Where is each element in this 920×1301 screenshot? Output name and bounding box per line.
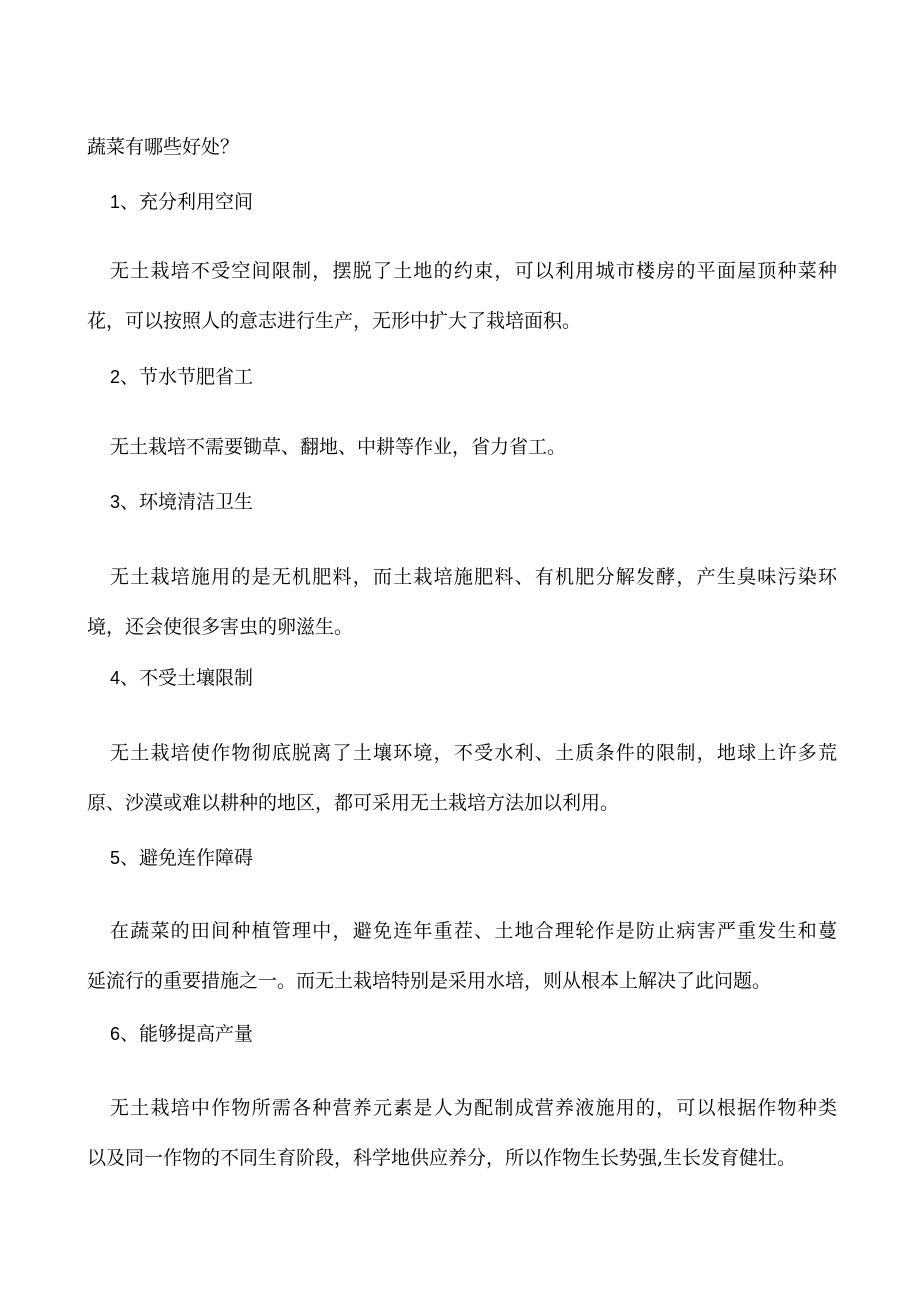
section-number: 3 (110, 492, 121, 512)
section-number: 5 (110, 848, 121, 868)
section-heading-4 (110, 665, 253, 691)
paragraph-line: 花，可以按照人的意志进行生产，无形中扩大了栽培面积。 (87, 310, 582, 332)
intro-line: 蔬菜有哪些好处？ (87, 136, 240, 158)
section-heading-3 (110, 489, 253, 515)
section-number: 6 (110, 1024, 121, 1044)
paragraph-line: 在蔬菜的田间种植管理中，避免连年重茬、土地合理轮作是防止病害严重发生和蔓 (110, 920, 837, 942)
section-title: 、不受土壤限制 (120, 667, 254, 689)
section-paragraph-2 (87, 434, 837, 460)
paragraph-line: 无土栽培中作物所需各种营养元素是人为配制成营养液施用的，可以根据作物种类 (110, 1097, 837, 1119)
paragraph-line: 境，还会使很多害虫的卵滋生。 (87, 616, 354, 638)
section-title: 、避免连作障碍 (120, 847, 254, 869)
paragraph-line: 原、沙漠或难以耕种的地区，都可采用无土栽培方法加以利用。 (87, 792, 620, 814)
section-number: 1 (110, 192, 121, 212)
section-title: 、能够提高产量 (120, 1023, 254, 1045)
section-paragraph-4 (87, 740, 837, 816)
section-title: 、节水节肥省工 (120, 366, 254, 388)
section-paragraph-1 (87, 258, 837, 334)
section-paragraph-6 (87, 1095, 837, 1171)
section-paragraph-3 (87, 564, 837, 640)
section-heading-1 (110, 189, 253, 215)
paragraph-line: 以及同一作物的不同生育阶段，科学地供应养分，所以作物生长势强,生长发育健壮。 (87, 1147, 797, 1169)
section-title: 、充分利用空间 (120, 191, 254, 213)
section-number: 2 (110, 367, 121, 387)
section-heading-2 (110, 364, 253, 390)
paragraph-line: 无土栽培使作物彻底脱离了土壤环境，不受水利、土质条件的限制，地球上许多荒 (110, 742, 837, 764)
paragraph-line: 无土栽培不受空间限制，摆脱了土地的约束，可以利用城市楼房的平面屋顶种菜种 (110, 260, 837, 282)
section-heading-5 (110, 845, 253, 871)
section-paragraph-5 (87, 918, 837, 994)
section-number: 4 (110, 668, 121, 688)
paragraph-line: 延流行的重要措施之一。而无土栽培特别是采用水培，则从根本上解决了此问题。 (87, 970, 772, 992)
paragraph-line: 无土栽培施用的是无机肥料，而土栽培施肥料、有机肥分解发酵，产生臭味污染环 (110, 566, 837, 588)
section-title: 、环境清洁卫生 (120, 491, 254, 513)
paragraph-line: 无土栽培不需要锄草、翻地、中耕等作业，省力省工。 (110, 436, 567, 458)
section-heading-6 (110, 1021, 253, 1047)
